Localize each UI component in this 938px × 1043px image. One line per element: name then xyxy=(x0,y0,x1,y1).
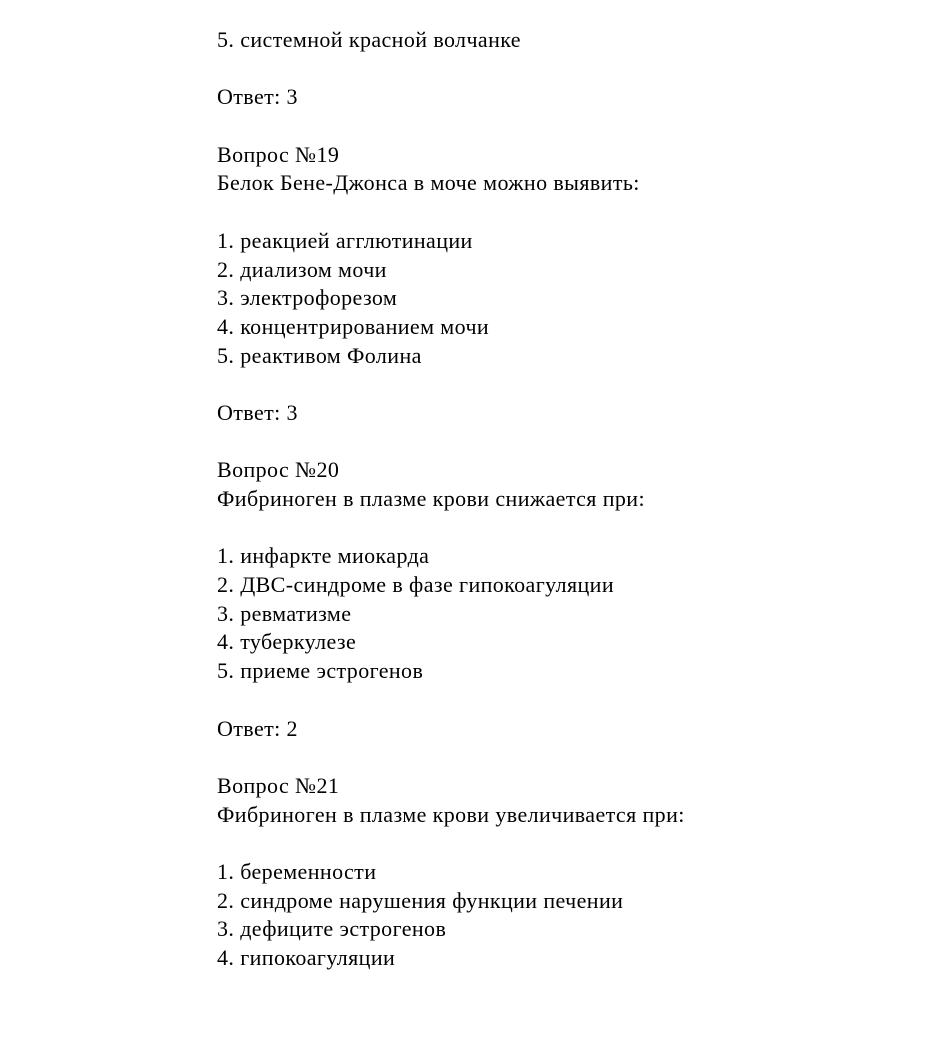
option-item: 2. ДВС-синдроме в фазе гипокоагуляции xyxy=(217,572,614,598)
option-item: 3. дефиците эстрогенов xyxy=(217,916,447,942)
blank-line xyxy=(217,514,917,543)
question-text: Белок Бене-Джонса в моче можно выявить: xyxy=(217,170,640,196)
question-title: Вопрос №20 xyxy=(217,457,340,483)
blank-line xyxy=(217,829,917,858)
option-item: 5. реактивом Фолина xyxy=(217,342,422,368)
blank-line xyxy=(217,686,917,715)
blank-line xyxy=(217,370,917,399)
option-item: 1. беременности xyxy=(217,858,377,884)
option-item: 5. приеме эстрогенов xyxy=(217,658,424,684)
option-item: 3. электрофорезом xyxy=(217,285,398,311)
blank-line xyxy=(217,428,917,457)
option-item: 3. ревматизме xyxy=(217,600,352,626)
option-item: 1. реакцией агглютинации xyxy=(217,227,473,253)
answer-line: Ответ: 3 xyxy=(217,84,298,110)
option-item: 2. синдроме нарушения функции печении xyxy=(217,887,624,913)
option-item: 4. гипокоагуляции xyxy=(217,945,396,970)
question-title: Вопрос №19 xyxy=(217,141,340,167)
option-item: 4. туберкулезе xyxy=(217,629,357,655)
option-item: 5. системной красной волчанке xyxy=(217,27,521,52)
question-block-20 xyxy=(217,456,917,772)
document-page xyxy=(217,26,917,973)
answer-line: Ответ: 3 xyxy=(217,399,298,425)
question-block-19 xyxy=(217,141,917,457)
blank-line xyxy=(217,743,917,772)
question-text: Фибриноген в плазме крови увеличивается при: xyxy=(217,801,685,827)
blank-line xyxy=(217,198,917,227)
option-item: 4. концентрированием мочи xyxy=(217,313,490,339)
answer-line: Ответ: 2 xyxy=(217,715,298,741)
question-title: Вопрос №21 xyxy=(217,772,340,798)
blank-line xyxy=(217,55,917,84)
question-block-21 xyxy=(217,772,917,973)
option-item: 2. диализом мочи xyxy=(217,256,387,282)
question-text: Фибриноген в плазме крови снижается при: xyxy=(217,486,645,511)
blank-line xyxy=(217,112,917,141)
option-item: 1. инфаркте миокарда xyxy=(217,543,430,569)
